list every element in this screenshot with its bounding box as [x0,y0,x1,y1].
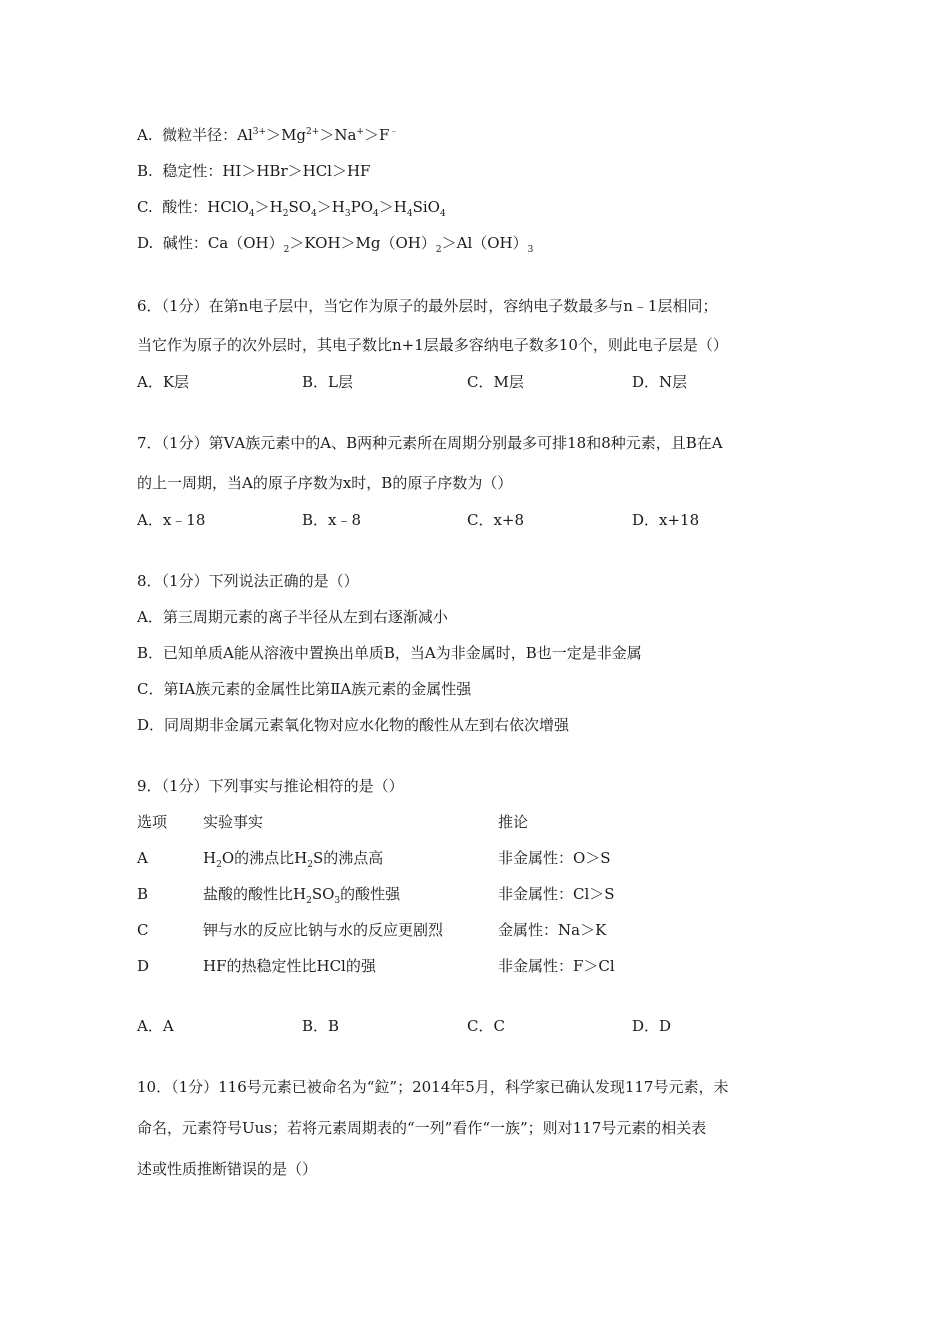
q7-option-c: C．x+8 [467,511,525,529]
q5-option-b: B. 稳定性：HI＞HBr＞HCl＞HF [137,162,371,180]
q9-row-b-fact: 盐酸的酸性比$H_2SO_3$的酸性强 [203,885,401,906]
q7-option-d: D．x+18 [632,511,700,529]
q9-row-c-conclusion: 金属性：Na＞K [498,921,607,939]
q9-row-d-conclusion: 非金属性：F＞Cl [498,957,615,975]
q8-option-d: D．同周期非金属元素氧化物对应水化物的酸性从左到右依次增强 [137,716,570,734]
q10-stem-line3: 述或性质推断错误的是（） [137,1160,318,1178]
q8-option-c: C．第ⅠA族元素的金属性比第ⅡA族元素的金属性强 [137,680,472,698]
q9-row-c-fact: 钾与水的反应比钠与水的反应更剧烈 [203,921,444,939]
q5-option-c: C. 酸性：$HClO_4>H_2SO_4>H_3PO_4>H_4SiO_4$ [137,198,446,219]
q8-option-a: A．第三周期元素的离子半径从左到右逐渐减小 [137,608,448,626]
q6-stem-line1: 6．（1分）在第n电子层中，当它作为原子的最外层时，容纳电子数最多与n﹣1层相同； [137,297,718,315]
q9-row-b-option: B [137,885,149,903]
q8-option-b: B．已知单质A能从溶液中置换出单质B，当A为非金属时，B也一定是非金属 [137,644,642,662]
q7-option-b: B．x﹣8 [302,511,362,529]
q7-stem-line1: 7．（1分）第ⅤA族元素中的A、B两种元素所在周期分别最多可排18和8种元素，且B在A [137,434,723,452]
q7-stem-line2: 的上一周期，当A的原子序数为x时，B的原子序数为（） [137,474,513,492]
q9-header-option: 选项 [137,813,168,831]
q5-option-d: D. 碱性：$Ca(OH)_2>KOH>Mg(OH)_2>Al(OH)_3$ [137,234,534,255]
q7-option-a: A．x﹣18 [137,511,206,529]
q9-row-c-option: C [137,921,149,939]
q6-option-d: D．N层 [632,373,688,391]
q10-stem-line1: 10．（1分）116号元素已被命名为“鉝”；2014年5月，科学家已确认发现117号元素，未 [137,1078,729,1096]
q8-stem: 8．（1分）下列说法正确的是（） [137,572,359,590]
q6-option-c: C．M层 [467,373,524,391]
q9-option-a: A．A [137,1017,174,1035]
q9-option-b: B．B [302,1017,340,1035]
q6-option-a: A．K层 [137,373,190,391]
q9-row-d-fact: HF的热稳定性比HCl的强 [203,957,376,975]
q9-row-a-conclusion: 非金属性：O＞S [498,849,611,867]
q9-row-a-fact: $H_2O$的沸点比$H_2S$的沸点高 [203,849,384,870]
q9-header-fact: 实验事实 [203,813,264,831]
q9-option-d: D．D [632,1017,672,1035]
q6-stem-line2: 当它作为原子的次外层时，其电子数比n+1层最多容纳电子数多10个，则此电子层是（） [137,336,728,354]
q10-stem-line2: 命名，元素符号Uus；若将元素周期表的“一列”看作“一族”；则对117号元素的相关表 [137,1119,707,1137]
q9-row-b-conclusion: 非金属性：Cl＞S [498,885,615,903]
q6-option-b: B．L层 [302,373,353,391]
q9-stem: 9．（1分）下列事实与推论相符的是（） [137,777,404,795]
q9-row-d-option: D [137,957,150,975]
q9-row-a-option: A [137,849,148,867]
q5-option-a: A. 微粒半径：$Al^{3+}>Mg^{2+}>Na^+>F^﹣$ [137,126,399,144]
q9-header-conclusion: 推论 [498,813,529,831]
q9-option-c: C．C [467,1017,505,1035]
